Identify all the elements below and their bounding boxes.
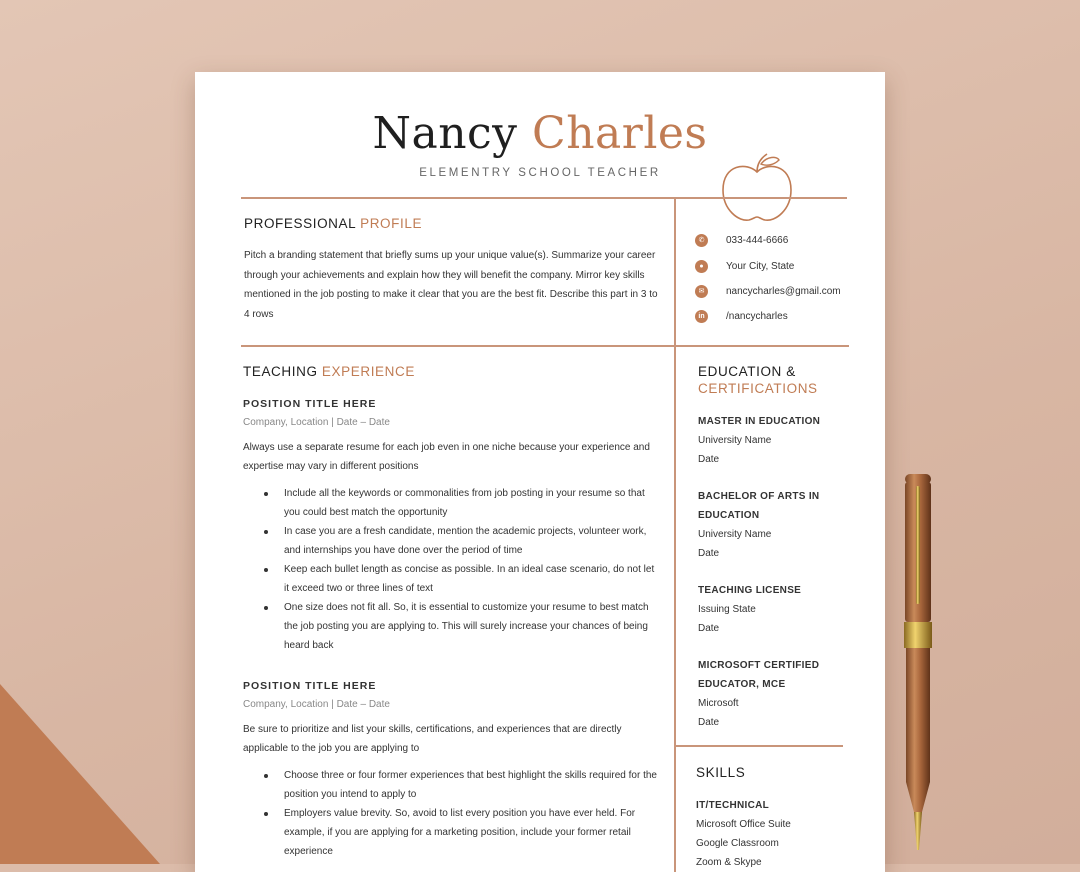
- profile-heading-accent: PROFILE: [360, 216, 423, 231]
- bullet-item: In case you are a fresh candidate, mention the academic projects, volunteer work, and internships you have done over the period of time: [243, 522, 657, 560]
- sidebar-skills-rule: [675, 745, 843, 747]
- name-last: Charles: [532, 108, 708, 159]
- skills-heading: SKILLS: [696, 765, 746, 780]
- education-date: Date: [698, 454, 720, 465]
- degree-line: EDUCATOR, MCE: [698, 679, 786, 690]
- skill-item: Zoom & Skype: [696, 857, 762, 868]
- contact-phone-text: 033-444-6666: [726, 235, 789, 246]
- location-pin-icon: ●: [695, 260, 708, 273]
- education-item: [698, 487, 819, 563]
- education-institution: University Name: [698, 529, 772, 540]
- name-first: Nancy: [372, 108, 518, 159]
- profile-rule: [241, 345, 849, 347]
- degree-line: BACHELOR OF ARTS IN: [698, 491, 820, 502]
- position-bullets: [243, 484, 657, 655]
- profile-heading-text: PROFESSIONAL: [244, 216, 356, 231]
- position-bullets: [243, 766, 657, 861]
- apple-icon: [717, 150, 797, 226]
- education-item: [698, 656, 819, 732]
- resume-page: [195, 72, 885, 872]
- education-item: [698, 412, 820, 469]
- profile-text: Pitch a branding statement that briefly sums up your unique value(s). Summarize your career through your achievements and explain how they will benefit the company. Mirror key skills mentioned in the job posting to make it clear that you are the best fit. Describe this part in 3 to 4 rows: [244, 250, 658, 320]
- background-accent-triangle: [0, 684, 160, 864]
- education-degree: [698, 656, 819, 694]
- education-institution: University Name: [698, 435, 772, 446]
- degree-line: TEACHING LICENSE: [698, 585, 802, 596]
- degree-line: MICROSOFT CERTIFIED: [698, 660, 820, 671]
- contact-linkedin-text: /nancycharles: [726, 311, 788, 322]
- phone-icon: ✆: [695, 234, 708, 247]
- education-date: Date: [698, 717, 720, 728]
- position-summary: Always use a separate resume for each job even in one niche because your experience and expertise may vary in different positions: [243, 442, 650, 472]
- bullet-item: Choose three or four former experiences that best highlight the skills required for the position you intend to apply to: [243, 766, 657, 804]
- pen-decoration: [896, 472, 940, 864]
- profile-heading: [244, 216, 422, 231]
- position-summary: Be sure to prioritize and list your skills, certifications, and experiences that are directly applicable to the job you are applying to: [243, 724, 622, 754]
- skill-item: Microsoft Office Suite: [696, 819, 791, 830]
- bullet-item: Include all the keywords or commonalities from job posting in your resume so that you could best match the opportunity: [243, 484, 657, 522]
- bullet-item: One size does not fit all. So, it is essential to customize your resume to best match the job posting you are applying to. This will surely increase your chances of being heard back: [243, 598, 657, 655]
- envelope-icon: ✉: [695, 285, 708, 298]
- education-degree: [698, 412, 820, 431]
- education-heading: [698, 363, 818, 397]
- contact-email-text: nancycharles@gmail.com: [726, 286, 841, 297]
- bullet-item: Keep each bullet length as concise as possible. In an ideal case scenario, do not let it exceed two or three lines of text: [243, 560, 657, 598]
- experience-heading-accent: EXPERIENCE: [321, 364, 415, 379]
- education-date: Date: [698, 548, 720, 559]
- education-degree: [698, 581, 801, 600]
- contact-phone: [695, 234, 788, 247]
- education-heading-text: EDUCATION &: [698, 364, 796, 379]
- contact-linkedin: [695, 310, 788, 323]
- position-meta: Company, Location | Date – Date: [243, 417, 390, 428]
- position-title: POSITION TITLE HERE: [243, 398, 377, 410]
- experience-heading: [243, 364, 415, 379]
- skills-list: [696, 796, 791, 872]
- education-degree: [698, 487, 819, 525]
- contact-location: [695, 260, 794, 273]
- education-date: Date: [698, 623, 720, 634]
- position-meta: Company, Location | Date – Date: [243, 699, 390, 710]
- contact-location-text: Your City, State: [726, 261, 795, 272]
- bullet-item: Employers value brevity. So, avoid to list every position you have ever held. For example, if you are applying for a marketing position, include your former retail experience: [243, 804, 657, 861]
- job-title: ELEMENTRY SCHOOL TEACHER: [419, 167, 661, 179]
- linkedin-icon: in: [695, 310, 708, 323]
- education-item: [698, 581, 801, 638]
- degree-line: MASTER IN EDUCATION: [698, 416, 821, 427]
- education-institution: Issuing State: [698, 604, 756, 615]
- skills-category: IT/TECHNICAL: [696, 800, 770, 811]
- degree-line: EDUCATION: [698, 510, 760, 521]
- contact-email: [695, 285, 841, 298]
- skill-item: Google Classroom: [696, 838, 779, 849]
- column-divider: [674, 198, 676, 872]
- experience-heading-text: TEACHING: [243, 364, 318, 379]
- header-rule: [241, 197, 847, 199]
- position-title: POSITION TITLE HERE: [243, 680, 377, 692]
- education-heading-accent: CERTIFICATIONS: [698, 381, 818, 396]
- education-institution: Microsoft: [698, 698, 739, 709]
